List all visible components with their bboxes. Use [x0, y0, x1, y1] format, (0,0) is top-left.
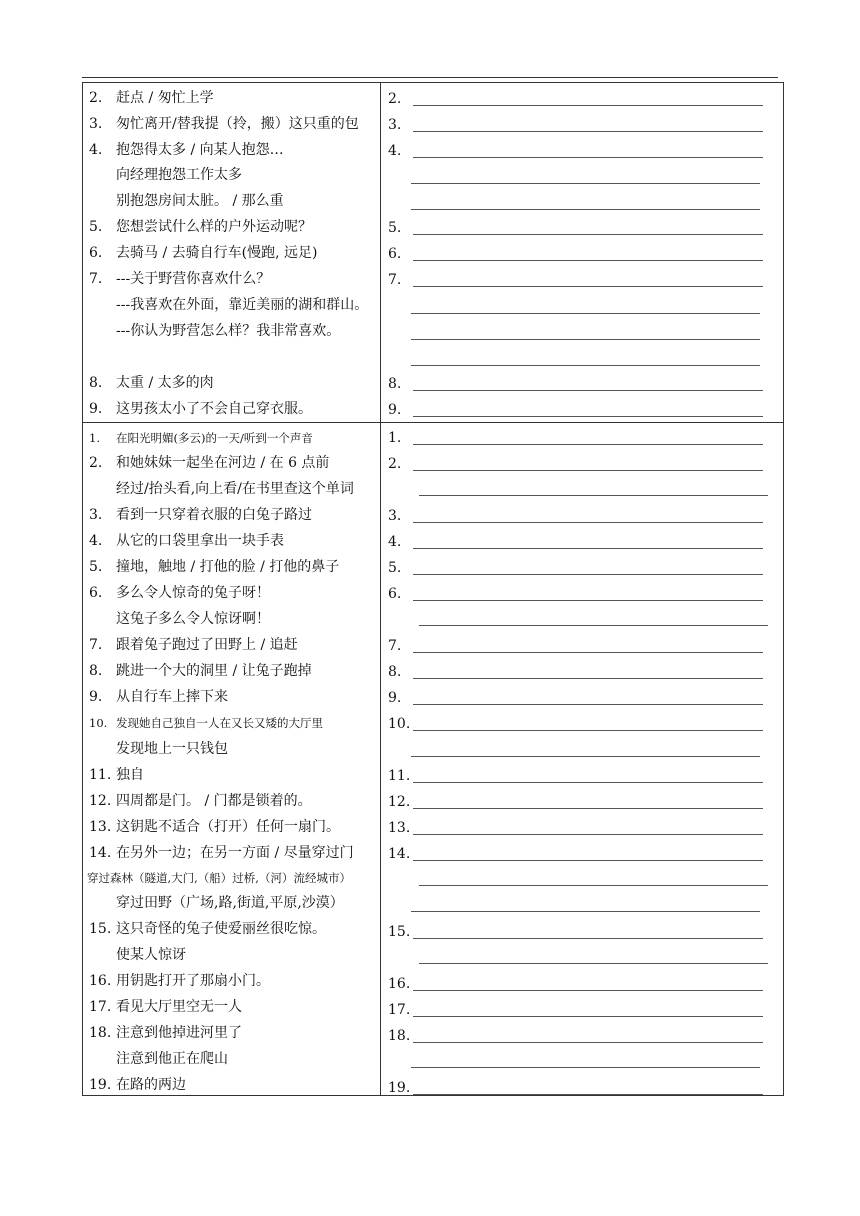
- bottom-phrase-row: [89, 454, 329, 472]
- bottom-phrase-row: [89, 818, 340, 836]
- row-number: 8.: [89, 375, 103, 391]
- bottom-phrase-row: [89, 1024, 242, 1042]
- answer-blank-line[interactable]: [413, 548, 763, 549]
- bottom-phrase-row: [89, 584, 270, 602]
- phrase-text: 太重 / 太多的肉: [116, 375, 214, 391]
- bottom-answer-number: 5.: [388, 560, 402, 576]
- bottom-phrase-row: [89, 792, 312, 810]
- bottom-answer-number: 7.: [388, 638, 402, 654]
- row-number: 3.: [89, 116, 103, 132]
- phrase-text: 这只奇怪的兔子使爱丽丝很吃惊。: [116, 921, 326, 937]
- answer-blank-line[interactable]: [413, 131, 763, 132]
- bottom-answer-number: 19.: [388, 1080, 411, 1096]
- bottom-answer-number: 17.: [388, 1002, 411, 1018]
- bottom-phrase-row: [89, 894, 344, 912]
- phrase-text: 穿过田野（广场,路,街道,平原,沙漠）: [116, 895, 344, 911]
- phrase-text: 这钥匙不适合（打开）任何一扇门。: [116, 819, 340, 835]
- answer-continuation-line[interactable]: [411, 313, 760, 314]
- row-number: 18.: [89, 1025, 112, 1041]
- answer-blank-line[interactable]: [413, 1042, 763, 1043]
- bottom-phrase-row: [89, 610, 270, 628]
- row-number: 4.: [89, 142, 103, 158]
- answer-blank-line[interactable]: [413, 990, 763, 991]
- bottom-phrase-row: [89, 740, 228, 758]
- row-number: 9.: [89, 689, 103, 705]
- answer-continuation-line[interactable]: [419, 963, 768, 964]
- bottom-answer-number: 12.: [388, 794, 411, 810]
- phrase-text: 从它的口袋里拿出一块手表: [116, 533, 284, 549]
- phrase-text: 匆忙离开/替我提（拎，搬）这只重的包: [116, 116, 359, 132]
- bottom-answer-number: 18.: [388, 1028, 411, 1044]
- answer-blank-line[interactable]: [413, 444, 763, 445]
- top-answer-number: 2.: [388, 91, 402, 107]
- phrase-text: 从自行车上摔下来: [116, 689, 228, 705]
- section-divider: [82, 422, 784, 423]
- top-phrase-row: [89, 244, 317, 262]
- row-number: 7.: [89, 637, 103, 653]
- phrase-text: 注意到他掉进河里了: [116, 1025, 242, 1041]
- bottom-phrase-row: [89, 1076, 186, 1094]
- answer-continuation-line[interactable]: [411, 209, 760, 210]
- phrase-text: 在路的两边: [116, 1077, 186, 1093]
- answer-continuation-line[interactable]: [419, 885, 768, 886]
- answer-blank-line[interactable]: [413, 1094, 763, 1095]
- row-number: 19.: [89, 1077, 112, 1093]
- row-number: 10.: [89, 716, 108, 730]
- row-number: 15.: [89, 921, 112, 937]
- phrase-text: 赶点 / 匆忙上学: [116, 90, 214, 106]
- answer-blank-line[interactable]: [413, 260, 763, 261]
- row-number: 5.: [89, 219, 103, 235]
- answer-blank-line[interactable]: [413, 782, 763, 783]
- row-number: 4.: [89, 533, 103, 549]
- answer-blank-line[interactable]: [413, 834, 763, 835]
- bottom-answer-number: 13.: [388, 820, 411, 836]
- top-phrase-row: [89, 141, 284, 159]
- answer-continuation-line[interactable]: [411, 1067, 760, 1068]
- answer-blank-line[interactable]: [413, 652, 763, 653]
- phrase-text: 多么令人惊奇的兔子呀！: [116, 585, 270, 601]
- phrase-text: ---你认为野营怎么样？我非常喜欢。: [116, 323, 341, 339]
- top-answer-number: 6.: [388, 246, 402, 262]
- header-rule: [82, 77, 778, 78]
- phrase-text: 在阳光明媚(多云)的一天/听到一个声音: [116, 431, 313, 445]
- phrase-text: 用钥匙打开了那扇小门。: [116, 973, 270, 989]
- bottom-answer-number: 4.: [388, 534, 402, 550]
- row-number: 8.: [89, 663, 103, 679]
- phrase-text: ---我喜欢在外面，靠近美丽的湖和群山。: [116, 297, 369, 313]
- phrase-text: 这兔子多么令人惊讶啊！: [116, 611, 270, 627]
- top-phrase-row: [89, 296, 368, 314]
- row-number: 16.: [89, 973, 112, 989]
- bottom-phrase-row: [87, 869, 351, 887]
- bottom-phrase-row: [89, 480, 354, 498]
- phrase-text: 去骑马 / 去骑自行车(慢跑, 远足): [116, 245, 318, 261]
- phrase-text: 抱怨得太多 / 向某人抱怨…: [116, 142, 284, 158]
- phrase-text: 看到一只穿着衣服的白兔子路过: [116, 507, 312, 523]
- top-phrase-row: [89, 400, 312, 418]
- top-answer-number: 4.: [388, 143, 402, 159]
- row-number: 9.: [89, 401, 103, 417]
- phrase-text: 发现她自己独自一人在又长又矮的大厅里: [116, 716, 323, 730]
- bottom-answer-number: 14.: [388, 846, 411, 862]
- answer-blank-line[interactable]: [413, 470, 763, 471]
- row-number: 17.: [89, 999, 112, 1015]
- bottom-answer-number: 1.: [388, 430, 402, 446]
- bottom-phrase-row: [89, 920, 326, 938]
- top-answer-number: 3.: [388, 117, 402, 133]
- row-number: 12.: [89, 793, 112, 809]
- bottom-answer-number: 10.: [388, 716, 411, 732]
- answer-blank-line[interactable]: [413, 938, 763, 939]
- answer-blank-line[interactable]: [413, 574, 763, 575]
- bottom-phrase-row: [89, 532, 284, 550]
- phrase-text: 使某人惊讶: [116, 947, 186, 963]
- phrase-text: ---关于野营你喜欢什么？: [116, 271, 271, 287]
- top-phrase-row: [89, 374, 214, 392]
- row-number: 14.: [89, 845, 112, 861]
- phrase-text: 四周都是门。 / 门都是锁着的。: [116, 793, 312, 809]
- bottom-phrase-row: [89, 714, 323, 732]
- phrase-text: 注意到他正在爬山: [116, 1051, 228, 1067]
- phrase-text: 跟着兔子跑过了田野上 / 追赶: [116, 637, 298, 653]
- phrase-text: 独自: [116, 767, 144, 783]
- phrase-text: 这男孩太小了不会自己穿衣服。: [116, 401, 312, 417]
- top-phrase-row: [89, 166, 242, 184]
- answer-blank-line[interactable]: [413, 105, 763, 106]
- bottom-phrase-row: [89, 558, 339, 576]
- phrase-text: 撞地，触地 / 打他的脸 / 打他的鼻子: [116, 559, 340, 575]
- phrase-text: 穿过森林（隧道,大门,（船）过桥,（河）流经城市）: [87, 871, 351, 885]
- answer-blank-line[interactable]: [413, 390, 763, 391]
- row-number: 6.: [89, 245, 103, 261]
- top-answer-number: 9.: [388, 402, 402, 418]
- phrase-text: 向经理抱怨工作太多: [116, 167, 242, 183]
- bottom-answer-number: 6.: [388, 586, 402, 602]
- row-number: 7.: [89, 271, 103, 287]
- phrase-text: 您想尝试什么样的户外运动呢？: [116, 219, 312, 235]
- row-number: 2.: [89, 90, 103, 106]
- row-number: 5.: [89, 559, 103, 575]
- row-number: 3.: [89, 507, 103, 523]
- answer-continuation-line[interactable]: [411, 339, 760, 340]
- phrase-text: 别抱怨房间太脏。 / 那么重: [116, 193, 284, 209]
- row-number: 11.: [89, 767, 112, 783]
- top-phrase-row: [89, 322, 340, 340]
- answer-continuation-line[interactable]: [419, 495, 768, 496]
- top-answer-number: 8.: [388, 376, 402, 392]
- bottom-answer-number: 11.: [388, 768, 411, 784]
- bottom-answer-number: 15.: [388, 924, 411, 940]
- top-answer-number: 7.: [388, 272, 402, 288]
- bottom-answer-number: 16.: [388, 976, 411, 992]
- bottom-phrase-row: [89, 506, 312, 524]
- answer-continuation-line[interactable]: [411, 183, 760, 184]
- bottom-answer-number: 2.: [388, 456, 402, 472]
- bottom-phrase-row: [89, 998, 242, 1016]
- answer-continuation-line[interactable]: [411, 911, 760, 912]
- row-number: 6.: [89, 585, 103, 601]
- phrase-text: 发现地上一只钱包: [116, 741, 228, 757]
- answer-continuation-line[interactable]: [419, 625, 768, 626]
- answer-continuation-line[interactable]: [411, 365, 760, 366]
- top-answer-number: 5.: [388, 220, 402, 236]
- row-number: 13.: [89, 819, 112, 835]
- bottom-answer-number: 9.: [388, 690, 402, 706]
- answer-blank-line[interactable]: [413, 808, 763, 809]
- answer-blank-line[interactable]: [413, 234, 763, 235]
- top-phrase-row: [89, 270, 270, 288]
- answer-blank-line[interactable]: [413, 522, 763, 523]
- top-phrase-row: [89, 89, 214, 107]
- top-phrase-row: [89, 115, 359, 133]
- bottom-phrase-row: [89, 946, 186, 964]
- answer-blank-line[interactable]: [413, 860, 763, 861]
- bottom-answer-number: 8.: [388, 664, 402, 680]
- answer-continuation-line[interactable]: [411, 756, 760, 757]
- bottom-phrase-row: [89, 972, 270, 990]
- phrase-text: 经过/抬头看,向上看/在书里查这个单词: [116, 481, 354, 497]
- bottom-phrase-row: [89, 766, 144, 784]
- row-number: 2.: [89, 455, 103, 471]
- phrase-text: 看见大厅里空无一人: [116, 999, 242, 1015]
- answer-blank-line[interactable]: [413, 416, 763, 417]
- row-number: 1.: [89, 431, 100, 445]
- phrase-text: 在另外一边；在另一方面 / 尽量穿过门: [116, 845, 354, 861]
- phrase-text: 和她妹妹一起坐在河边 / 在 6 点前: [116, 455, 330, 471]
- column-divider: [380, 82, 381, 1096]
- bottom-answer-number: 3.: [388, 508, 402, 524]
- bottom-phrase-row: [89, 662, 312, 680]
- bottom-phrase-row: [89, 636, 298, 654]
- answer-blank-line[interactable]: [413, 286, 763, 287]
- bottom-phrase-row: [89, 1050, 228, 1068]
- answer-blank-line[interactable]: [413, 600, 763, 601]
- bottom-phrase-row: [89, 688, 228, 706]
- answer-blank-line[interactable]: [413, 678, 763, 679]
- top-phrase-row: [89, 192, 284, 210]
- answer-blank-line[interactable]: [413, 1016, 763, 1017]
- bottom-phrase-row: [89, 844, 354, 862]
- answer-blank-line[interactable]: [413, 730, 763, 731]
- top-phrase-row: [89, 218, 312, 236]
- answer-blank-line[interactable]: [413, 704, 763, 705]
- bottom-phrase-row: [89, 429, 313, 447]
- phrase-text: 跳进一个大的洞里 / 让兔子跑掉: [116, 663, 312, 679]
- answer-blank-line[interactable]: [413, 157, 763, 158]
